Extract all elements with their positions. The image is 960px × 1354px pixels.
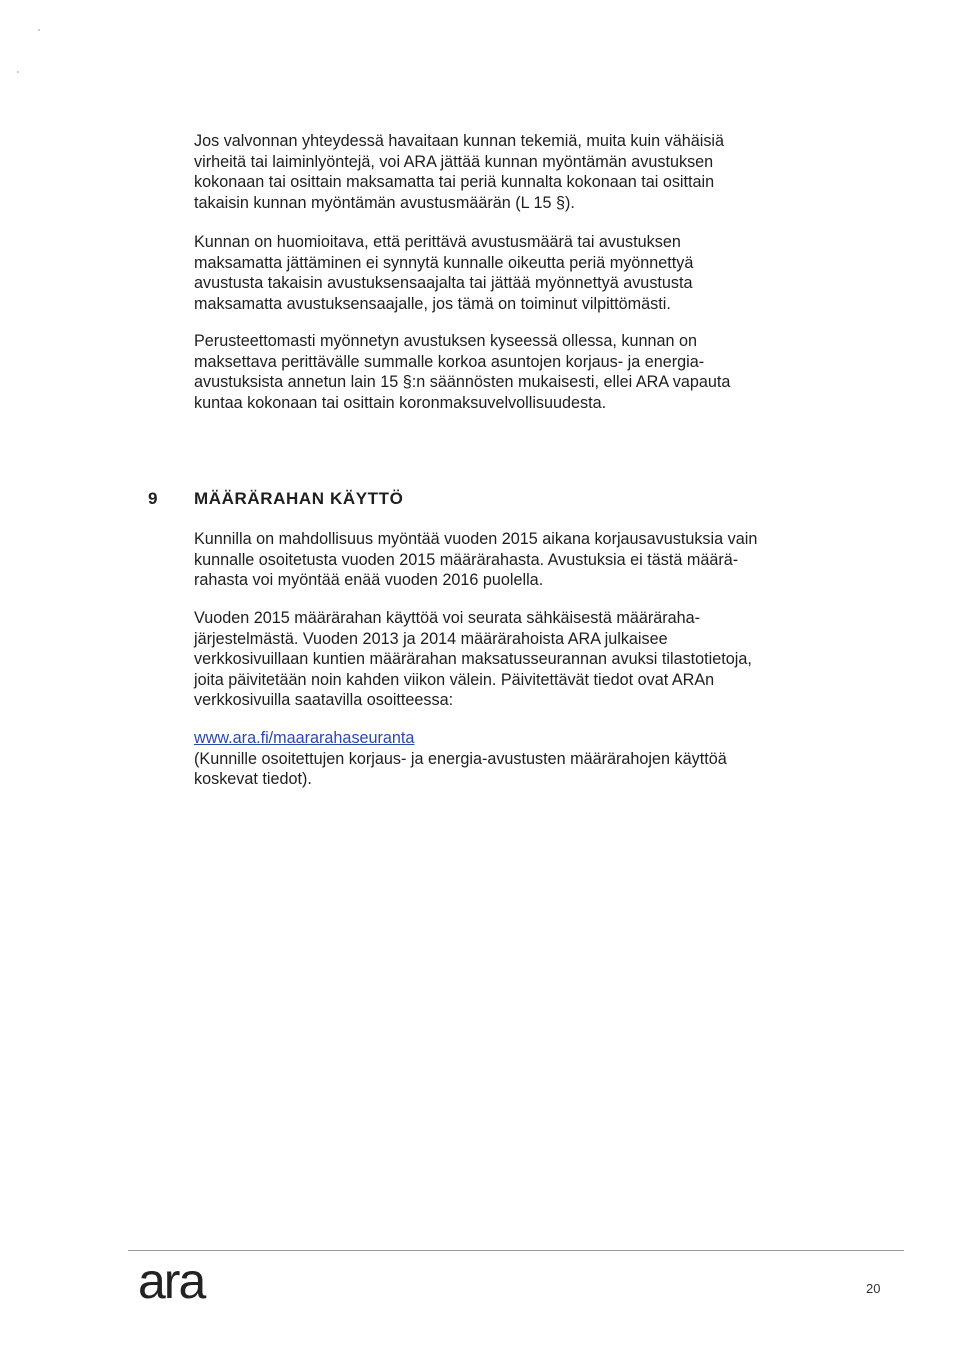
page-number: 20 — [866, 1281, 881, 1296]
section-number: 9 — [148, 489, 158, 508]
scan-speck — [17, 71, 19, 73]
ara-logo: ara — [138, 1253, 205, 1309]
link-block — [194, 728, 814, 790]
paragraph-appropriation-use: Kunnilla on mahdollisuus myöntää vuoden 2015 aikana korjausavustuksia vain kunnalle osoitetusta vuoden 2015 määrärahasta. Avustuksia ei tästä määrä- rahasta voi myöntää enää vuoden 2016 puolella. — [194, 530, 758, 590]
link-description: (Kunnille osoitettujen korjaus- ja energia-avustusten määrärahojen käyttöä koskevat tiedot). — [194, 749, 727, 789]
footer-divider — [128, 1250, 904, 1251]
section-title: MÄÄRÄRAHAN KÄYTTÖ — [194, 489, 404, 508]
paragraph-appropriation-tracking: Vuoden 2015 määrärahan käyttöä voi seurata sähkäisestä määräraha- järjestelmästä. Vuoden 2013 ja 2014 määrärahoista ARA julkaisee verkkosivuillaan kuntien määrärahan maksatusseurannan avuksi tilastotietoja, joita päivitetään noin kahden viikon välein. Päivitettävät tiedot ovat ARAn verkkosivuilla saatavilla osoitteessa: — [194, 609, 752, 710]
scan-speck — [38, 29, 40, 31]
paragraph-municipality-notice: Kunnan on huomioitava, että perittävä avustusmäärä tai avustuksen maksamatta jättäminen ei synnytä kunnalle oikeutta periä myönnettyä avustusta takaisin avustuksensaajalta tai jättää myönnettyä avustusta maksamatta avustuksensaajalle, jos tämä on toiminut vilpittömästi. — [194, 233, 694, 313]
maararahaseuranta-link[interactable]: www.ara.fi/maararahaseuranta — [194, 729, 415, 747]
paragraph-supervision-errors: Jos valvonnan yhteydessä havaitaan kunnan tekemiä, muita kuin vähäisiä virheitä tai laiminlyöntejä, voi ARA jättää kunnan myöntämän avustuksen kokonaan tai osittain maksamatta tai periä kunnalta kokonaan tai osittain takaisin kunnan myöntämän avustusmäärän (L 15 §). — [194, 132, 725, 212]
paragraph-unfounded-grant: Perusteettomasti myönnetyn avustuksen kyseessä ollessa, kunnan on maksettava perittävälle summalle korkoa asuntojen korjaus- ja energia- avustuksista annetun lain 15 §:n säännösten mukaisesti, ellei ARA vapauta kuntaa kokonaan tai osittain koronmaksuvelvollisuudesta. — [194, 332, 731, 412]
